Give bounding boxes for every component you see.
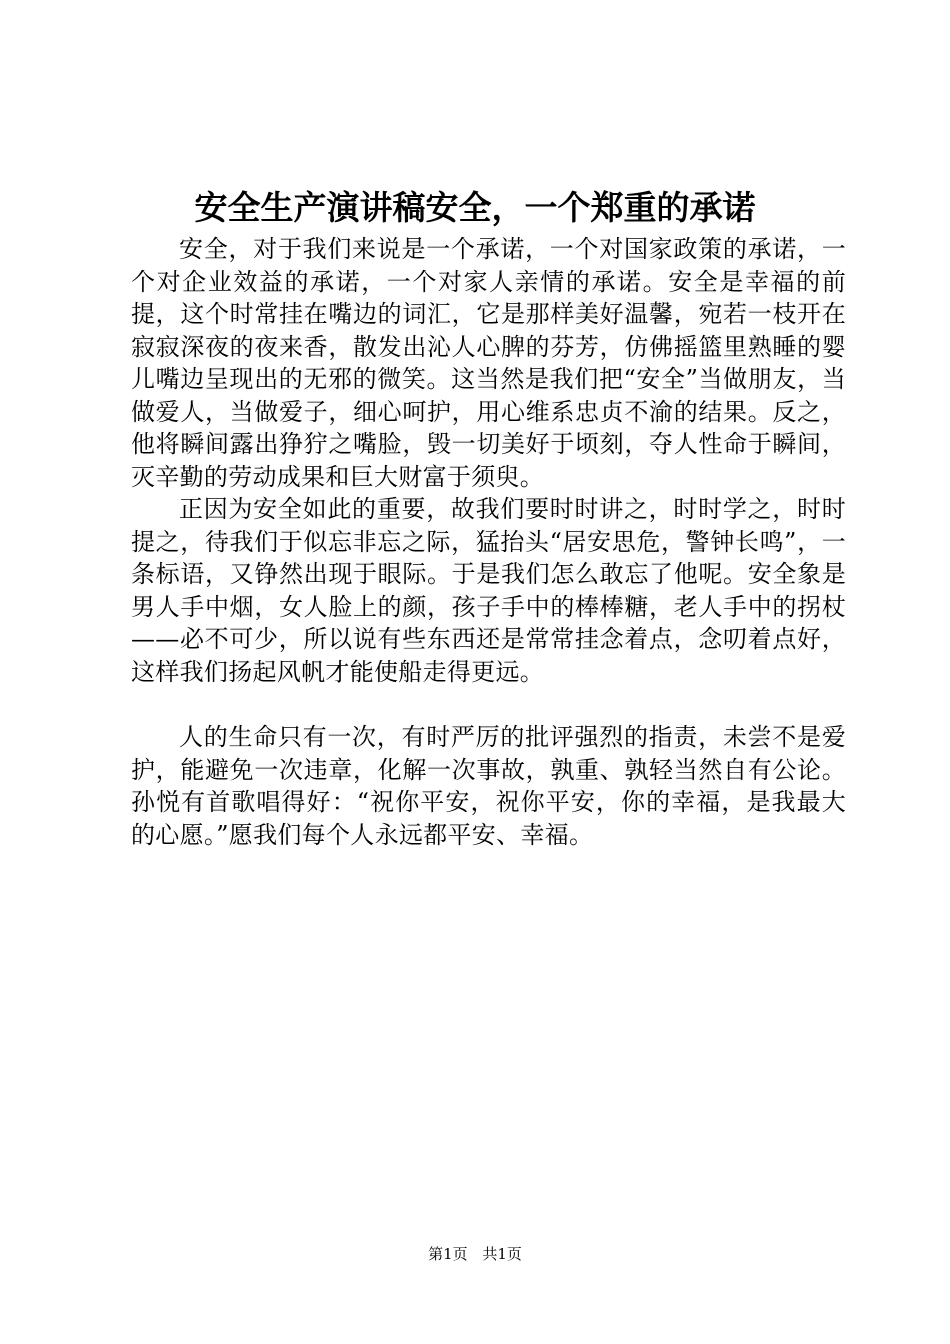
paragraph-spacer — [131, 688, 846, 721]
document-body — [131, 233, 846, 851]
paragraph-3: 人的生命只有一次，有时严厉的批评强烈的指责，未尝不是爱护，能避免一次违章，化解一次事故，孰重、孰轻当然自有公论。孙悦有首歌唱得好：“祝你平安，祝你平安，你的幸福，是我最大的心愿。”愿我们每个人永远都平安、幸福。 — [131, 723, 846, 849]
page-footer — [0, 1243, 950, 1265]
paragraph-2: 正因为安全如此的重要，故我们要时时讲之，时时学之，时时提之，待我们于似忘非忘之际，猛抬头“居安思危，警钟长鸣”，一条标语，又铮然出现于眼际。于是我们怎么敢忘了他呢。安全象是男人手中烟，女人脸上的颜，孩子手中的棒棒糖，老人手中的拐杖——必不可少，所以说有些东西还是常常挂念着点，念叨着点好，这样我们扬起风帆才能使船走得更远。 — [131, 495, 846, 686]
paragraph-1: 安全，对于我们来说是一个承诺，一个对国家政策的承诺，一个对企业效益的承诺，一个对家人亲情的承诺。安全是幸福的前提，这个时常挂在嘴边的词汇，它是那样美好温馨，宛若一枝开在寂寂深夜的夜来香，散发出沁人心脾的芬芳，仿佛摇篮里熟睡的婴儿嘴边呈现出的无邪的微笑。这当然是我们把“安全”当做朋友，当做爱人，当做爱子，细心呵护，用心维系忠贞不渝的结果。反之，他将瞬间露出狰狞之嘴脸，毁一切美好于顷刻，夺人性命于瞬间，灭辛勤的劳动成果和巨大财富于须臾。 — [131, 235, 846, 491]
page-number-current: 第1页 — [428, 1245, 468, 1263]
document-title: 安全生产演讲稿安全，一个郑重的承诺 — [194, 188, 756, 227]
page-number-total: 共1页 — [482, 1245, 522, 1263]
